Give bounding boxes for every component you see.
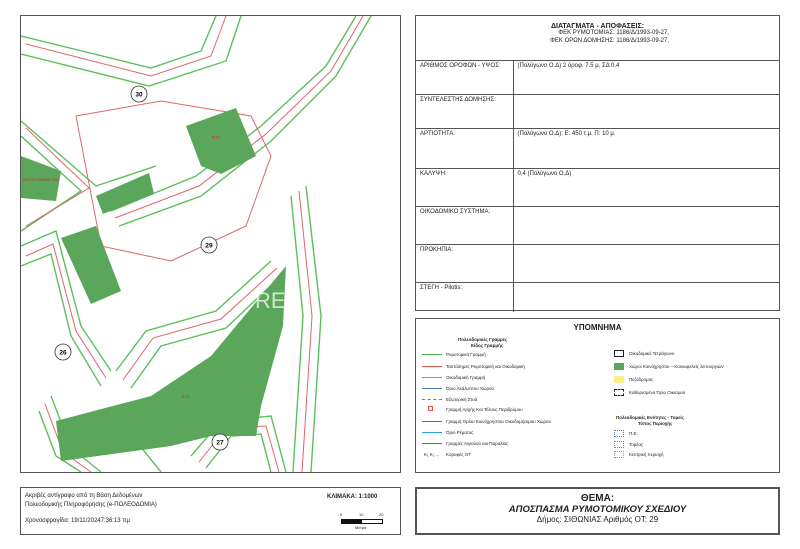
title-block [415, 487, 780, 535]
legend-item: Ρυμοτομική Γραμμή [446, 352, 486, 357]
legend-kor-symbol: Κ₁ Κ₂ ... [424, 452, 440, 457]
legend-swatch-yellow [614, 376, 624, 383]
zoning-row [416, 129, 779, 169]
document-subject: ΑΠΟΣΠΑΣΜΑ ΡΥΜΟΤΟΜΙΚΟΥ ΣΧΕΔΙΟΥ [508, 504, 687, 515]
block-label-26 [55, 344, 71, 360]
svg-text:27: 27 [216, 439, 224, 447]
info-line-1: Ακριβές αντίγραφο από τη Βάση Δεδομένων [25, 493, 143, 499]
legend-item: Κορυφές ΟΤ [446, 452, 472, 457]
scale-bar-white [361, 519, 383, 524]
zoning-value: (Πολύγωνο Ο.Δ): Ε: 450 τ.μ. Π: 10 μ. [513, 129, 779, 169]
scale-tick-20: 20 [379, 512, 384, 517]
zoning-value [513, 207, 779, 245]
fek-oron-domisis: ΦΕΚ ΟΡΩΝ ΔΟΜΗΣΗΣ: 1186/Δ/1993-09-27, [550, 37, 669, 44]
legend-line-cyan [422, 432, 442, 433]
zoning-title: ΔΙΑΤΑΓΜΑΤΑ - ΑΠΟΦΑΣΕΙΣ: [550, 23, 645, 30]
legend-symbol-square [428, 406, 433, 411]
block-label-27 [212, 434, 228, 450]
zoning-value: (Πολύγωνο Ο.Δ) 2 όροφ. 7.5 μ. ΣΔ 0.4 [513, 61, 779, 95]
legend-line-blue [422, 388, 442, 389]
zoning-row [416, 61, 779, 95]
zoning-label: ΣΥΝΤΕΛΕΣΤΗΣ ΔΟΜΗΣΗΣ: [416, 95, 513, 129]
zoning-row [416, 169, 779, 207]
legend-units-subtitle: Τύπος Περιοχής [638, 421, 673, 426]
legend-item: Π.Ε. [629, 431, 638, 436]
scale-text: ΚΛΙΜΑΚΑ: 1:1000 [327, 494, 378, 500]
svg-text:29: 29 [205, 242, 213, 250]
zoning-row [416, 245, 779, 283]
municipality-info: Δήμος: ΣΙΘΩΝΙΑΣ Αριθμός ΟΤ: 29 [536, 515, 659, 524]
zoning-label: ΠΡΟΚΗΠΙΑ: [416, 245, 513, 283]
legend-line-red-thin [422, 377, 442, 378]
scale-bar-black [341, 519, 363, 524]
legend-line-green [422, 354, 442, 355]
legend-item: Οικοδομικό Τετράγωνο [629, 351, 675, 356]
area-label-px: Π.Χ. [211, 135, 221, 140]
zoning-row [416, 95, 779, 129]
area-small-2[interactable] [61, 226, 121, 304]
zoning-label: ΚΑΛΥΨΗ: [416, 169, 513, 207]
zoning-row [416, 283, 779, 312]
zoning-label: ΣΤΕΓΗ - Pilotis: [416, 283, 513, 312]
legend-line-dark-teal [422, 443, 442, 444]
fek-rymotomias: ΦΕΚ ΡΥΜΟΤΟΜΙΑΣ: 1186/Δ/1993-09-27, [558, 30, 669, 36]
scale-tick-10: 10 [359, 512, 364, 517]
theme-label: ΘΕΜΑ: [580, 493, 615, 504]
legend-lines-title: Πολεοδομικές Γραμμές [458, 337, 508, 342]
legend-item: Κεντρική περιοχή [629, 452, 664, 457]
area-label-kx: Κ.Χ. [181, 394, 191, 399]
legend-swatch-tomeas [614, 441, 624, 448]
area-px[interactable] [186, 108, 256, 174]
zoning-value [513, 245, 779, 283]
area-label-parking: ΧΩΡΟΣ ΣΤΑΘΜΕΥΣΗΣ [22, 178, 60, 182]
legend-item: Όριο Ρέματος [446, 430, 474, 435]
info-line-2: Πολεοδομικής Πληροφόρησης (e-ΠΟΛΕΟΔΟΜΙΑ) [25, 502, 157, 508]
scale-unit: Μέτρα [355, 525, 367, 530]
legend-swatch-block [614, 350, 624, 357]
legend-item: Καθορισμένο Όριο Οικισμού [629, 390, 686, 395]
legend-line-dashed [422, 399, 442, 400]
watermark: RE [255, 288, 286, 313]
area-small-1[interactable] [96, 173, 154, 214]
legend-item: Όριο Ακάλυπτου Χώρου [446, 386, 495, 391]
legend-swatch-dashed [614, 389, 624, 396]
zoning-label: ΑΡΙΘΜΟΣ ΟΡΟΦΩΝ - ΥΨΟΣ: [416, 61, 513, 95]
legend-item: Τομέας [629, 442, 644, 447]
legend-swatch-central [614, 451, 624, 458]
legend-swatch-green [614, 363, 624, 370]
legend-panel [415, 318, 780, 473]
legend-item: Γραμμές Αιγιαλού και Παραλίας [446, 441, 509, 446]
zoning-value: 0,4 (Πολύγωνο Ο.Δ) [513, 169, 779, 207]
map-panel[interactable] [20, 15, 401, 473]
legend-swatch-pe [614, 430, 624, 437]
legend-item: Χώροι Κοινόχρηστοι – Κοινωφελείς λειτουργιών [629, 364, 724, 369]
svg-text:26: 26 [59, 349, 67, 357]
legend-item: Οικοδομική Γραμμή [446, 375, 486, 380]
zoning-label: ΟΙΚΟΔΟΜΙΚΟ ΣΥΣΤΗΜΑ: [416, 207, 513, 245]
map-canvas[interactable] [21, 16, 400, 472]
zoning-panel [415, 15, 780, 311]
legend-item: Εξωτερική Στοά [446, 397, 478, 402]
legend-line-teal [422, 421, 442, 422]
legend-item: Πεζόδρομος [629, 377, 654, 382]
block-label-30 [131, 86, 147, 102]
info-panel [20, 487, 401, 535]
zoning-value [513, 95, 779, 129]
zoning-table [416, 60, 779, 312]
svg-text:30: 30 [135, 91, 143, 99]
legend-units-title: Πολεοδομικές Ενότητες - Τομείς [616, 415, 685, 420]
zoning-label: ΑΡΤΙΟΤΗΤΑ: [416, 129, 513, 169]
legend-lines-subtitle: Είδος Γραμμής [471, 343, 504, 348]
legend-item: Γραμμή Αρχής Και Τέλους Περιδρόμου [446, 407, 523, 412]
legend-item: Γραμμή Ορίου Κοινόχρηστου Οικοδομήσιμου Χώρου [446, 419, 551, 424]
legend-line-red [422, 366, 442, 367]
legend-item: Ταυτόσημες Ρυμοτομική και Οικοδομική [446, 364, 525, 369]
zoning-value [513, 283, 779, 312]
block-label-29 [201, 237, 217, 253]
zoning-row [416, 207, 779, 245]
scale-tick-0: 0 [340, 512, 343, 517]
info-timestamp: Χρονοσφραγίδα: 19/11/20247:36:13 πμ [25, 518, 130, 524]
legend-title: ΥΠΟΜΝΗΜΑ [573, 323, 622, 332]
